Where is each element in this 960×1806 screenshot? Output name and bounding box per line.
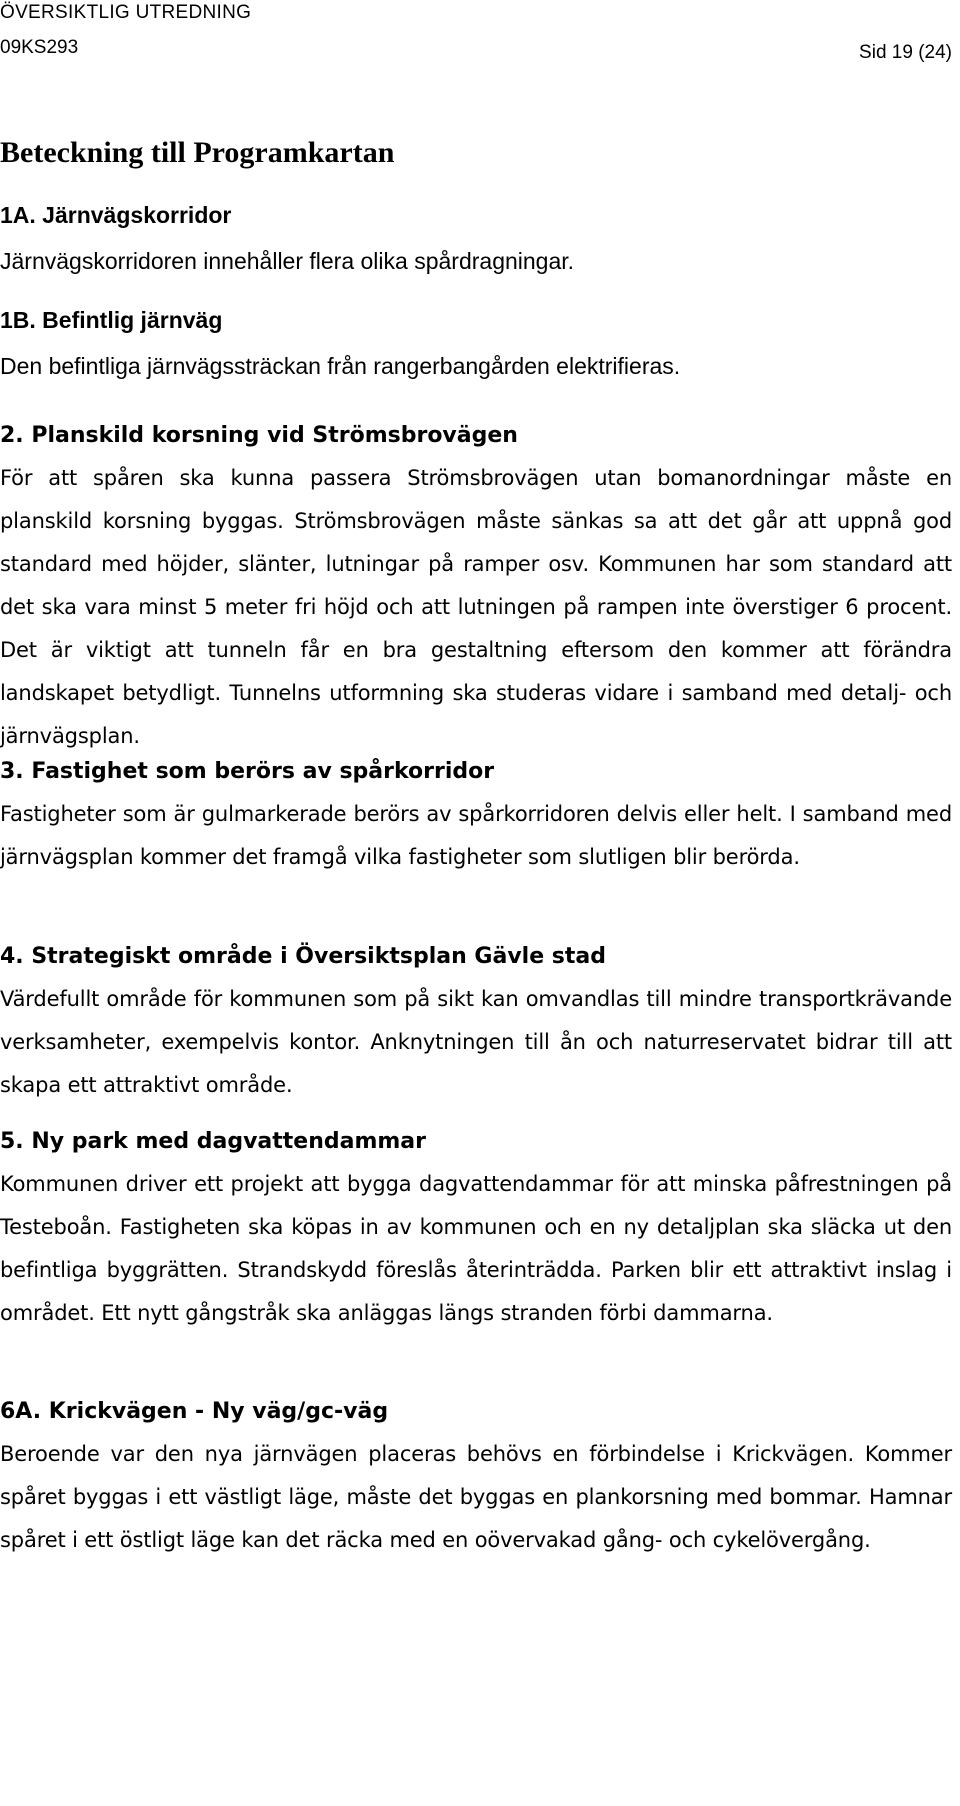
header-document-code: 09KS293	[0, 37, 79, 58]
header-page-number: Sid 19 (24)	[859, 42, 952, 63]
section-1b	[0, 297, 952, 389]
section-heading: 2. Planskild korsning vid Strömsbrovägen	[0, 423, 518, 448]
section-body: Kommunen driver ett projekt att bygga dagvattendammar för att minska påfrestningen på Testeboån. Fastigheten ska köpas in av kommunen och en ny detaljplan ska släcka ut den befintliga byggrätten. Strandskydd föreslås återinträdda. Parken blir ett attraktivt inslag i området. Ett nytt gångstråk ska anläggas längs stranden förbi dammarna.	[0, 1172, 952, 1325]
section-1a	[0, 192, 952, 284]
section-heading: 5. Ny park med dagvattendammar	[0, 1129, 427, 1154]
section-body: Värdefullt område för kommunen som på sikt kan omvandlas till mindre transportkrävande verksamheter, exempelvis kontor. Anknytningen till ån och naturreservatet bidrar till att skapa ett attraktivt område.	[0, 987, 952, 1097]
section-body: För att spåren ska kunna passera Strömsbrovägen utan bomanordningar måste en planskild korsning byggas. Strömsbrovägen måste sänkas sa att det går att uppnå god standard med höjder, slänter, lutningar på ramper osv. Kommunen har som standard att det ska vara minst 5 meter fri höjd och att lutningen på rampen inte överstiger 6 procent. Det är viktigt att tunneln får en bra gestaltning eftersom den kommer att förändra landskapet betydligt. Tunnelns utformning ska studeras vidare i samband med detalj- och järnvägsplan.	[0, 466, 952, 748]
section-heading: 1A. Järnvägskorridor	[0, 202, 232, 228]
header-document-type: ÖVERSIKTLIG UTREDNING	[0, 2, 252, 23]
section-6a	[0, 1390, 952, 1562]
section-heading: 6A. Krickvägen - Ny väg/gc-väg	[0, 1399, 389, 1424]
section-body: Beroende var den nya järnvägen placeras behövs en förbindelse i Krickvägen. Kommer spåret byggas i ett västligt läge, måste det byggas en plankorsning med bommar. Hamnar spåret i ett östligt läge kan det räcka med en oövervakad gång- och cykelövergång.	[0, 1442, 952, 1552]
section-body: Den befintliga järnvägssträckan från rangerbangården elektrifieras.	[0, 353, 681, 379]
section-3	[0, 750, 952, 879]
section-body: Järnvägskorridoren innehåller flera olika spårdragningar.	[0, 248, 575, 274]
section-heading: 4. Strategiskt område i Översiktsplan Gävle stad	[0, 944, 606, 969]
section-5	[0, 1120, 952, 1335]
section-4	[0, 935, 952, 1107]
section-heading: 3. Fastighet som berörs av spårkorridor	[0, 759, 495, 784]
section-heading: 1B. Befintlig järnväg	[0, 307, 223, 333]
section-body: Fastigheter som är gulmarkerade berörs av spårkorridoren delvis eller helt. I samband med järnvägsplan kommer det framgå vilka fastigheter som slutligen blir berörda.	[0, 802, 952, 869]
section-2	[0, 414, 952, 758]
document-title: Beteckning till Programkartan	[0, 136, 395, 169]
